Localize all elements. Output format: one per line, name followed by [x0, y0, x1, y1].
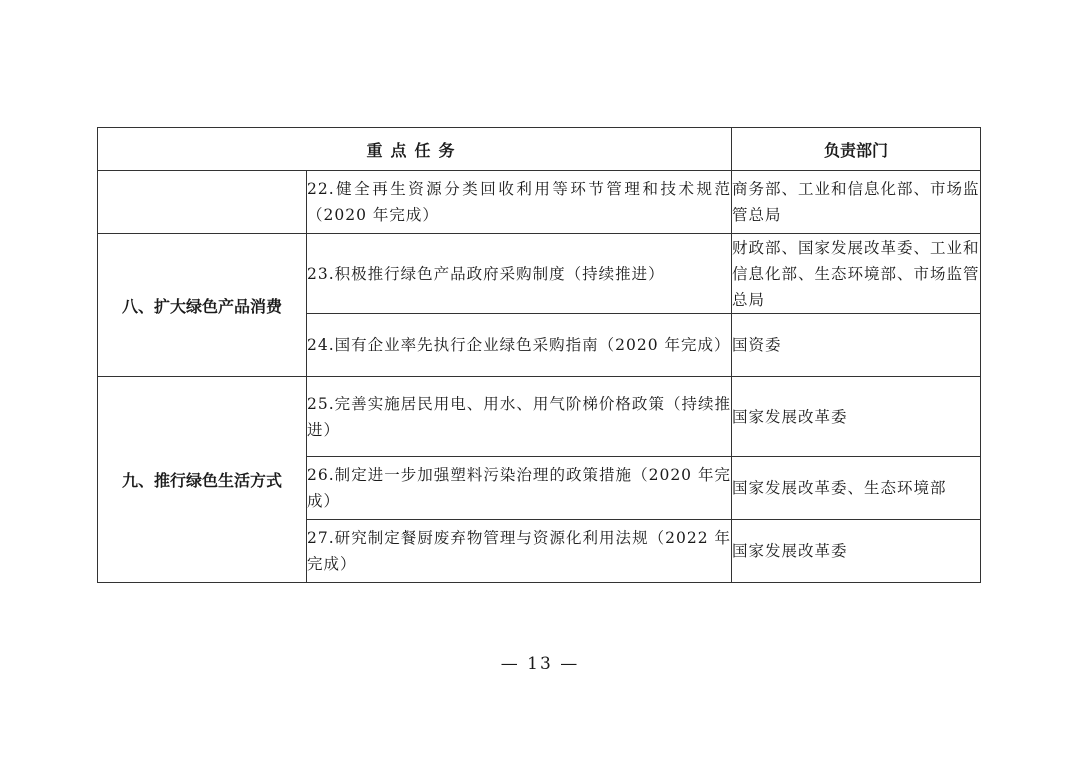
table-row [98, 171, 981, 234]
table-header-row [98, 128, 981, 171]
header-task-column: 重点任务 [98, 128, 732, 171]
category-cell: 八、扩大绿色产品消费 [98, 234, 307, 377]
task-cell: 22.健全再生资源分类回收利用等环节管理和技术规范（2020 年完成） [307, 171, 732, 234]
empty-category-cell [98, 171, 307, 234]
table-row [98, 234, 981, 314]
task-cell: 27.研究制定餐厨废弃物管理与资源化利用法规（2022 年完成） [307, 520, 732, 583]
task-cell: 23.积极推行绿色产品政府采购制度（持续推进） [307, 234, 732, 314]
task-cell: 24.国有企业率先执行企业绿色采购指南（2020 年完成） [307, 314, 732, 377]
dept-cell: 财政部、国家发展改革委、工业和信息化部、生态环境部、市场监管总局 [732, 234, 981, 314]
task-cell: 25.完善实施居民用电、用水、用气阶梯价格政策（持续推进） [307, 377, 732, 457]
dept-cell: 国家发展改革委 [732, 377, 981, 457]
dept-cell: 国家发展改革委、生态环境部 [732, 457, 981, 520]
dept-cell: 商务部、工业和信息化部、市场监管总局 [732, 171, 981, 234]
header-dept-column: 负责部门 [732, 128, 981, 171]
category-cell: 九、推行绿色生活方式 [98, 377, 307, 583]
page-number: — 13 — [500, 654, 580, 674]
dept-cell: 国资委 [732, 314, 981, 377]
task-table [97, 127, 981, 583]
dept-cell: 国家发展改革委 [732, 520, 981, 583]
task-cell: 26.制定进一步加强塑料污染治理的政策措施（2020 年完成） [307, 457, 732, 520]
table-row [98, 377, 981, 457]
